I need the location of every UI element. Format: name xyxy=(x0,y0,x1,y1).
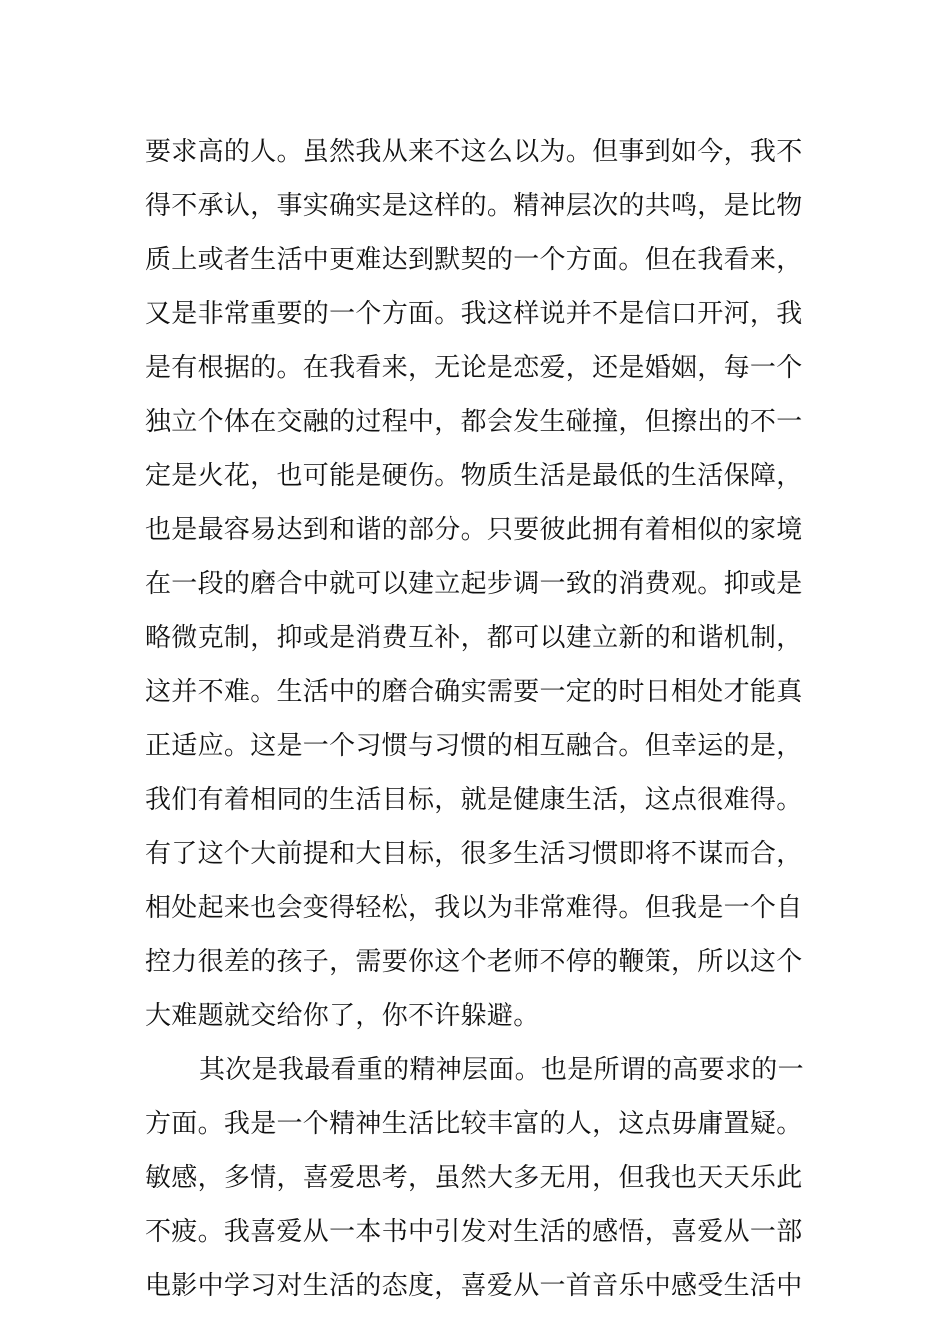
text-line: 是有根据的。在我看来，无论是恋爱，还是婚姻，每一个 xyxy=(145,353,803,383)
text-line: 独立个体在交融的过程中，都会发生碰撞，但擦出的不一 xyxy=(145,407,803,437)
text-line: 也是最容易达到和谐的部分。只要彼此拥有着相似的家境 xyxy=(145,515,803,545)
text-line: 质上或者生活中更难达到默契的一个方面。但在我看来， xyxy=(145,245,803,275)
text-line: 不疲。我喜爱从一本书中引发对生活的感悟，喜爱从一部 xyxy=(145,1217,803,1247)
text-line: 大难题就交给你了，你不许躲避。 xyxy=(145,1001,540,1031)
text-line: 定是火花，也可能是硬伤。物质生活是最低的生活保障， xyxy=(145,461,803,491)
text-line: 我们有着相同的生活目标，就是健康生活，这点很难得。 xyxy=(145,785,803,815)
text-line: 控力很差的孩子，需要你这个老师不停的鞭策，所以这个 xyxy=(145,947,803,977)
text-line: 正适应。这是一个习惯与习惯的相互融合。但幸运的是， xyxy=(145,731,803,761)
text-line: 略微克制，抑或是消费互补，都可以建立新的和谐机制， xyxy=(145,623,803,653)
text-line: 这并不难。生活中的磨合确实需要一定的时日相处才能真 xyxy=(145,677,803,707)
text-line: 又是非常重要的一个方面。我这样说并不是信口开河，我 xyxy=(145,299,803,329)
text-line: 在一段的磨合中就可以建立起步调一致的消费观。抑或是 xyxy=(145,569,803,599)
text-line: 有了这个大前提和大目标，很多生活习惯即将不谋而合， xyxy=(145,839,803,869)
text-line: 要求高的人。虽然我从来不这么以为。但事到如今，我不 xyxy=(145,137,803,167)
body-text xyxy=(145,125,810,1313)
text-line: 敏感，多情，喜爱思考，虽然大多无用，但我也天天乐此 xyxy=(145,1163,803,1193)
text-line: 相处起来也会变得轻松，我以为非常难得。但我是一个自 xyxy=(145,893,803,923)
text-line: 电影中学习对生活的态度，喜爱从一首音乐中感受生活中 xyxy=(145,1271,803,1301)
text-line: 得不承认，事实确实是这样的。精神层次的共鸣，是比物 xyxy=(145,191,803,221)
paragraph-first-line: 其次是我最看重的精神层面。也是所谓的高要求的一 xyxy=(199,1055,804,1085)
text-line: 方面。我是一个精神生活比较丰富的人，这点毋庸置疑。 xyxy=(145,1109,803,1139)
